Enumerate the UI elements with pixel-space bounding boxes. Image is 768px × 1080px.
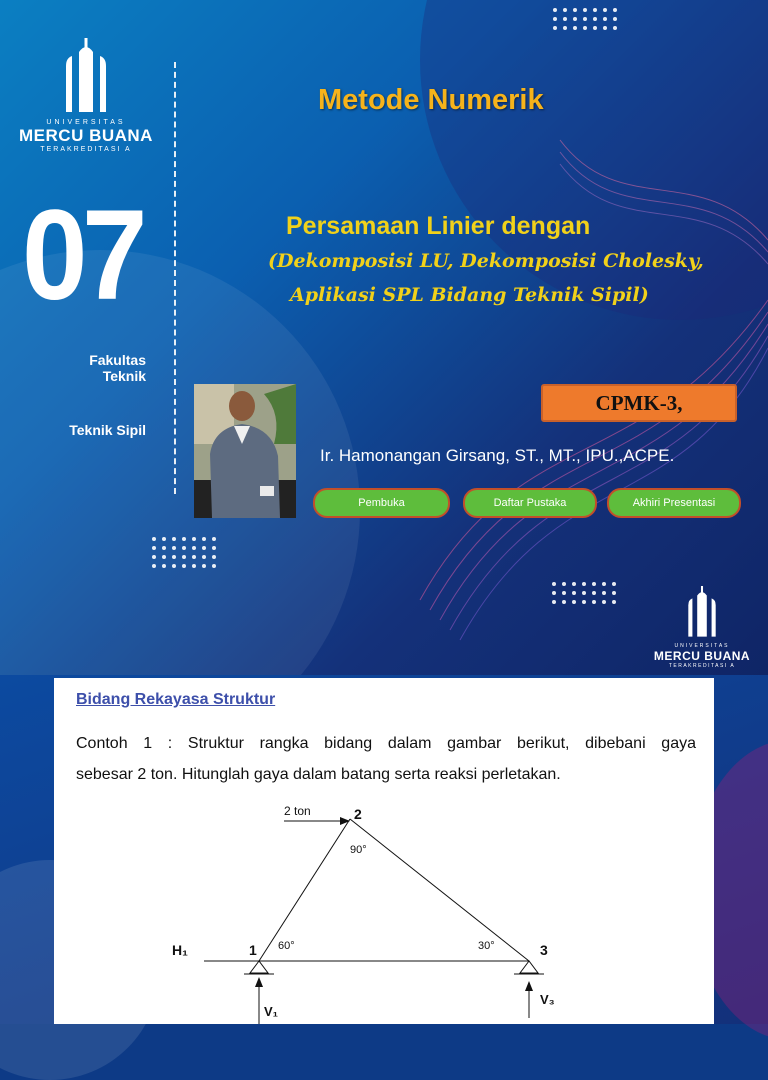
angle-top-label: 90° (350, 844, 367, 856)
h1-label: H₁ (172, 942, 188, 958)
v3-label: V₃ (540, 992, 555, 1007)
university-logo (16, 38, 156, 153)
logo-line3: TERAKREDITASI A (40, 146, 132, 153)
subtitle-line3: Aplikasi SPL Bidang Teknik Sipil) (290, 284, 649, 306)
university-logo-small (650, 586, 754, 669)
dashed-divider (174, 62, 176, 494)
dot-grid (552, 582, 617, 604)
faculty-label (60, 352, 146, 384)
logo-mark-icon (16, 38, 156, 114)
akhiri-presentasi-button[interactable]: Akhiri Presentasi (607, 488, 741, 518)
node-2-label: 2 (354, 806, 362, 822)
logo-line3: TERAKREDITASI A (668, 663, 736, 669)
slide-title: Metode Numerik (318, 84, 544, 116)
logo-line2: MERCU BUANA (653, 649, 751, 663)
doc-heading: Bidang Rekayasa Struktur (76, 691, 276, 708)
angle-right-label: 30° (478, 940, 495, 952)
author-photo (194, 384, 296, 518)
logo-line1: UNIVERSITAS (46, 119, 126, 126)
daftar-pustaka-button[interactable]: Daftar Pustaka (463, 488, 597, 518)
faculty-line1: Fakultas (89, 352, 146, 368)
author-name: Ir. Hamonangan Girsang, ST., MT., IPU.,ACPE. (320, 446, 675, 465)
cpmk-badge: CPMK-3, (541, 384, 737, 422)
truss-diagram (54, 678, 714, 1024)
dot-grid (553, 8, 618, 30)
angle-left-label: 60° (278, 940, 295, 952)
logo-line2: MERCU BUANA (19, 126, 153, 145)
document-page (54, 678, 714, 1024)
node-1-label: 1 (249, 942, 257, 958)
pembuka-button[interactable]: Pembuka (313, 488, 450, 518)
dot-grid (152, 537, 217, 568)
faculty-line2: Teknik (102, 368, 146, 384)
load-label: 2 ton (284, 804, 311, 818)
logo-line1: UNIVERSITAS (674, 643, 730, 649)
slide-subtitle: Persamaan Linier dengan (286, 212, 591, 240)
doc-paragraph-line1: Contoh 1 : Struktur rangka bidang dalam gambar berikut, dibebani gaya (76, 735, 696, 752)
doc-paragraph-line2: sebesar 2 ton. Hitunglah gaya dalam batang serta reaksi perletakan. (76, 766, 561, 783)
node-3-label: 3 (540, 942, 548, 958)
person-illustration-icon (194, 384, 296, 518)
session-number: 07 (22, 184, 142, 327)
v1-label: V₁ (264, 1004, 279, 1019)
program-label: Teknik Sipil (69, 422, 146, 438)
subtitle-line2: (Dekomposisi LU, Dekomposisi Cholesky, (268, 250, 704, 272)
logo-mark-icon (650, 586, 754, 638)
